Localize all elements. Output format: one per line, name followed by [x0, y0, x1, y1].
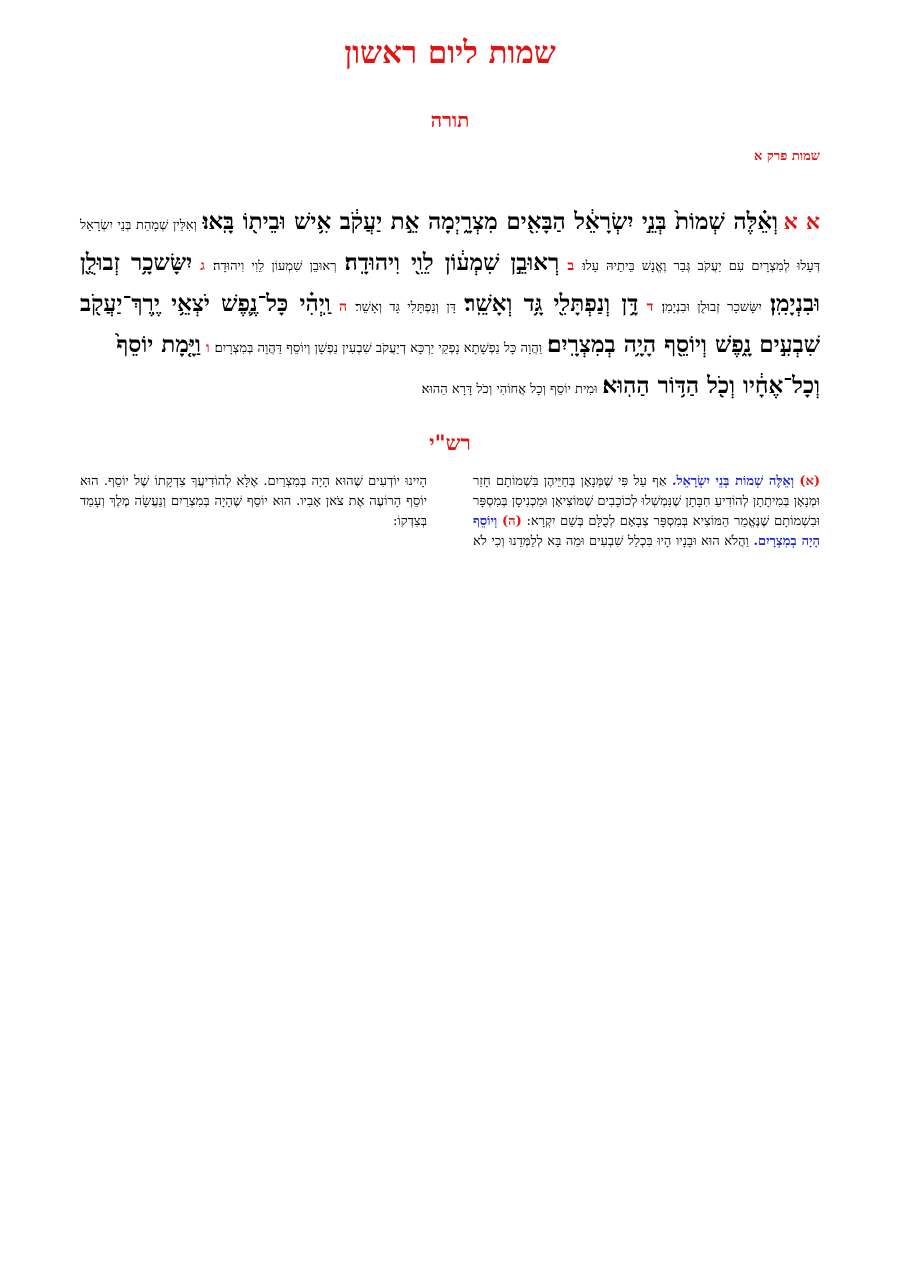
comment-number: (א): [799, 474, 821, 489]
comment-text: אַף עַל פִּי שֶׁמְּנָאָן בְּחַיֵּיהֶן בִּשְׁמוֹתָם חָזַר וּמְנָאָן בְּמִיתָתָן לְהוֹדִיעַ חִבָּתָן שֶׁנִּמְשְׁלוּ לְכוֹכָבִים שֶׁמּוֹצִיאָן וּמַכְנִיסָן בְּמִסְפָּר וּבִשְׁמוֹתָם שֶׁנֶּאֱמַר הַמּוֹצִיא בְּמִסְפָּר צְבָאָם לְכֻלָּם בְּשֵׁם יִקְרָא:: [473, 474, 820, 529]
chapter-heading: שמות פרק א: [754, 149, 820, 164]
targum-text: דָּן וְנַפְתָּלִי גָּד וְאָשֵׁר׃: [355, 300, 456, 315]
verse-number: א א: [783, 209, 820, 235]
verse-text: וְאֵ֗לֶּה שְׁמוֹת֙ בְּנֵ֣י יִשְׂרָאֵ֔ל הַבָּאִ֖ים מִצְרָ֑יְמָה אֵ֣ת יַעֲקֹ֔ב אִ֥ישׁ וּבֵית֖וֹ בָּֽאוּ׃: [202, 208, 778, 235]
targum-text: וַהֲוָה כָּל נַפְשָׁתָא נָפְקֵי יַרְכָּא דְיַעֲקֹב שִׁבְעִין נַפְשָׁן וְיוֹסֵף דַּהֲוָה בְּמִצְרָיִם׃: [214, 341, 543, 356]
verse-last-line: [80, 367, 820, 408]
verse-number: ו: [205, 340, 210, 356]
targum-text: יִשָּׂשכָר זְבוּלֻן וּבִנְיָמִן׃: [661, 300, 762, 315]
section-heading-rashi: רש"י: [429, 430, 471, 455]
verse-text: וַיָּ֤מָת יוֹסֵף֙: [116, 331, 201, 358]
verse-number: ב: [567, 258, 575, 274]
verse-number: ד: [646, 299, 654, 315]
comment-text: וַהֲלֹא הוּא וּבָנָיו הָיוּ בִּכְלַל שִׁבְעִים וּמַה בָּא לְלַמְּדֵנוּ וְכִי לֹא הָיִינוּ יוֹדְעִים שֶׁהוּא הָיָה בְּמִצְרַיִם. אֶלָּא לְהוֹדִיעֲךָ צִדְקָתוֹ שֶׁל יוֹסֵף. הוּא יוֹסֵף הָרוֹעֶה אֶת צֹאן אָבִיו. הוּא יוֹסֵף שֶׁהָיָה בְּמִצְרַיִם וְנַעֲשָׂה מֶלֶךְ וְעָמַד בְּצִדְקוֹ:: [80, 474, 749, 549]
torah-text: [80, 203, 820, 408]
dibbur-hamatchil: וְיוֹסֵף הָיָה בְמִצְרָיִם.: [473, 514, 821, 549]
verse-number: ג: [200, 258, 205, 274]
verse-text: רְאוּבֵ֣ן שִׁמְע֔וֹן לֵוִ֖י וִיהוּדָֽה׃: [344, 249, 560, 276]
targum-text: רְאוּבֵן שִׁמְעוֹן לֵוִי וִיהוּדָה׃: [213, 259, 337, 274]
comment-number: (ה): [501, 514, 522, 529]
targum-text: וְאִלֵּין שְׁמָהַת בְּנֵי יִשְׂרָאֵל דְּעָלוּ לְמִצְרָיִם עִם יַעֲקֹב גְּבַר וֶאֱנָשׁ בֵּיתֵיהּ עָלוּ׃: [80, 218, 821, 274]
verse-number: ה: [338, 299, 347, 315]
verse-text: דָּ֥ן וְנַפְתָּלִ֖י גָּ֥ד וְאָשֵֽׁר׃: [464, 290, 639, 317]
section-heading-torah: תורה: [430, 108, 470, 132]
targum-text: וּמִית יוֹסֵף וְכָל אֲחוֹהִי וְכֹל דָּרָא הַהוּא׃: [421, 382, 598, 397]
dibbur-hamatchil: וְאֵלֶּה שְׁמוֹת בְּנֵי יִשְׂרָאֵל.: [671, 474, 795, 489]
verse-text: יִשָּׂשכָ֥ר זְבוּלֻ֖ן וּבִנְיָמִֽן׃: [80, 249, 821, 317]
verse-text: וְכָל־אֶחָ֔יו וְכֹ֖ל הַדּ֥וֹר הַהֽוּא׃: [602, 372, 820, 399]
rashi-commentary: [80, 472, 820, 552]
page-title: שמות ליום ראשון: [344, 35, 556, 71]
verse-text: וַֽיְהִ֗י כָּל־נֶ֛פֶשׁ יֹצְאֵ֥י יֶֽרֶךְ־יַעֲקֹ֖ב שִׁבְעִ֣ים נָ֑פֶשׁ וְיוֹסֵ֖ף הָיָ֥ה בְמִצְרָֽיִם׃: [80, 290, 820, 358]
